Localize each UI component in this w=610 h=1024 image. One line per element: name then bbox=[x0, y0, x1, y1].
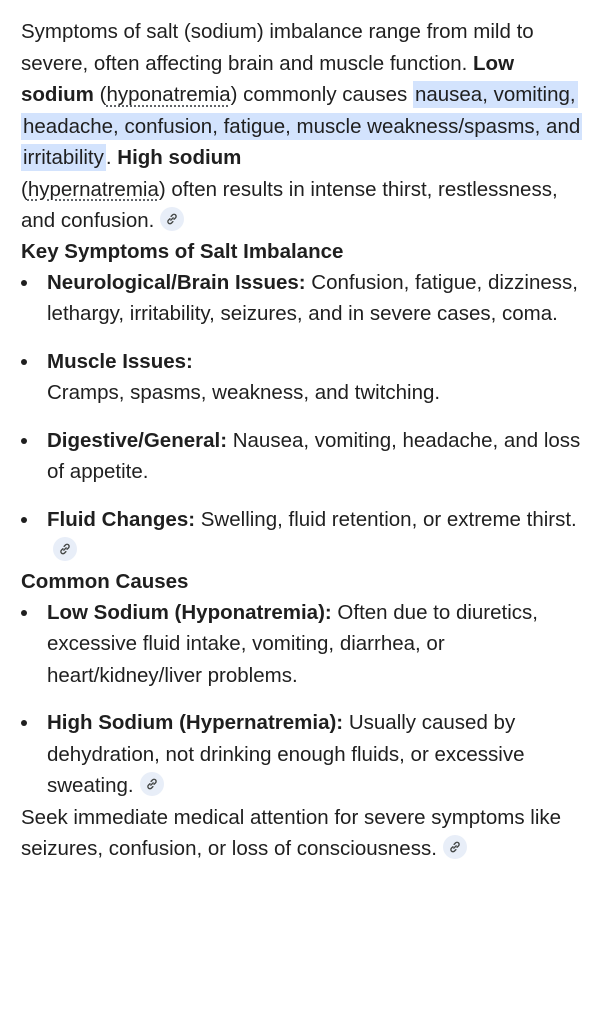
common-causes-heading: Common Causes bbox=[21, 569, 189, 593]
symptom-text: Nausea, vomiting, headache, and loss of appetite. bbox=[47, 428, 581, 483]
list-item bbox=[21, 267, 590, 330]
low-sodium-label: Low sodium bbox=[21, 51, 515, 106]
symptom-text: Confusion, fatigue, dizziness, lethargy, irritability, seizures, and in severe cases, coma. bbox=[47, 270, 578, 325]
low-sodium-symptoms-highlight[interactable]: nausea, vomiting, headache, confusion, fatigue, muscle weakness/spasms, and irritability bbox=[23, 83, 581, 169]
symptom-label: Neurological/Brain Issues: bbox=[47, 270, 306, 294]
cause-label: High Sodium (Hypernatremia): bbox=[47, 711, 344, 734]
source-link-button[interactable] bbox=[443, 835, 467, 859]
hyponatremia-term[interactable]: hyponatremia bbox=[106, 83, 231, 106]
symptom-label: Digestive/General: bbox=[47, 428, 228, 452]
list-item bbox=[21, 597, 590, 692]
source-link-button[interactable] bbox=[140, 772, 164, 796]
symptom-text: Cramps, spasms, weakness, and twitching. bbox=[47, 381, 441, 404]
high-sodium-label: High sodium bbox=[117, 146, 242, 169]
key-symptoms-heading: Key Symptoms of Salt Imbalance bbox=[21, 239, 344, 263]
link-icon bbox=[165, 212, 179, 226]
symptom-text: Swelling, fluid retention, or extreme thirst. bbox=[195, 507, 577, 531]
cause-text: Usually caused by dehydration, not drinking enough fluids, or excessive sweating. bbox=[47, 711, 525, 797]
link-icon bbox=[145, 777, 159, 791]
outro-text: Seek immediate medical attention for severe symptoms like seizures, confusion, or loss of consciousness. bbox=[21, 805, 562, 860]
intro-text-4: . bbox=[105, 146, 118, 169]
key-symptoms-list bbox=[21, 267, 590, 567]
cause-text: Often due to diuretics, excessive fluid intake, vomiting, diarrhea, or heart/kidney/liver problems. bbox=[47, 600, 538, 687]
cause-label: Low Sodium (Hyponatremia): bbox=[47, 600, 332, 624]
list-item bbox=[21, 346, 590, 409]
hypernatremia-term[interactable]: hypernatremia bbox=[27, 177, 159, 201]
source-link-button[interactable] bbox=[53, 537, 77, 561]
intro-paragraph bbox=[21, 16, 590, 237]
link-icon bbox=[448, 840, 462, 854]
link-icon bbox=[58, 542, 72, 556]
symptom-label: Muscle Issues: bbox=[47, 349, 193, 373]
intro-text-1: Symptoms of salt (sodium) imbalance range from mild to severe, often affecting brain and muscle function. bbox=[21, 20, 534, 75]
intro-text-6: ) often results in intense thirst, restlessness, and confusion. bbox=[21, 177, 558, 232]
intro-text-3: ) commonly causes bbox=[230, 83, 413, 106]
list-item bbox=[21, 504, 590, 567]
intro-text-2: ( bbox=[93, 83, 107, 106]
list-item bbox=[21, 425, 590, 488]
outro-paragraph bbox=[21, 802, 590, 865]
list-item bbox=[21, 707, 590, 802]
symptom-label: Fluid Changes: bbox=[47, 507, 196, 531]
source-link-button[interactable] bbox=[160, 207, 184, 231]
intro-text-5: ( bbox=[21, 177, 28, 201]
common-causes-list bbox=[21, 597, 590, 802]
